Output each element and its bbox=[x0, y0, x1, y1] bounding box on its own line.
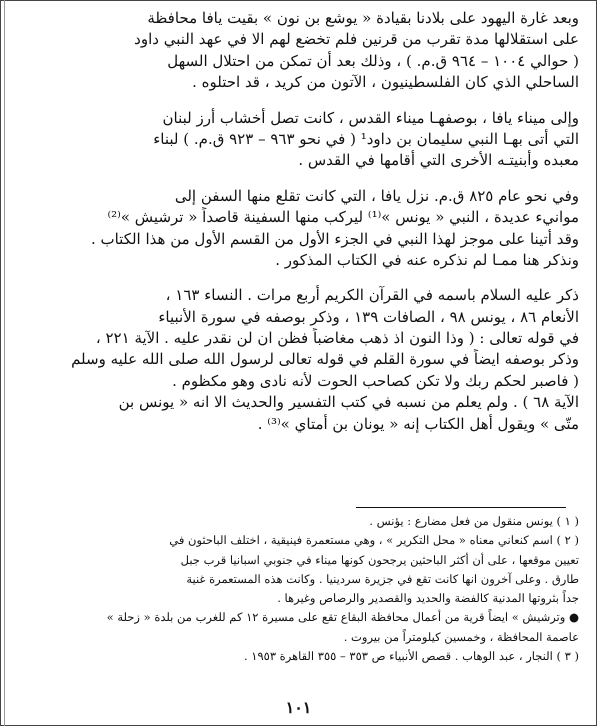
text-line: الساحلي الذي كان الفلسطينيون ، الآتون من كريد ، قد احتلوه . bbox=[192, 73, 579, 92]
text-line: معبده وأبنيتـه الأخرى التي أقامها في القدس . bbox=[298, 151, 579, 170]
text-line: وذكر بوصفه ايضاً في سورة القلم في قوله تعالى لرسول الله صلى الله عليه وسلم bbox=[71, 350, 579, 369]
text-line: على استقلالها مدة تقرب من قرنين فلم تخضع لهم الا في عهد النبي داود bbox=[134, 30, 579, 49]
text-line: ( حوالي ١٠٠٤ – ٩٦٤ ق.م. ) ، وذلك بعد أن تمكن من احتلال السهل bbox=[167, 51, 579, 70]
footnote-line: ( ٢ ) اسم كنعاني معناه « محل التكرير » ، وهي مستعمرة فينيقية ، اختلف الباحثون في bbox=[169, 533, 579, 548]
main-text bbox=[33, 8, 579, 435]
text-line: وفي نحو عام ٨٢٥ ق.م. نزل يافا ، التي كانت تقلع منها السفن إلى bbox=[174, 186, 579, 205]
text-line: وقد أتينا على موجز لهذا النبي في الجزء الأول من القسم الأول من هذا الكتاب . bbox=[90, 229, 579, 248]
text-line: التي أتى بهـا النبي سليمان بن داود¹ ( في نحو ٩٦٣ – ٩٢٣ ق.م. ) لبناء bbox=[153, 129, 579, 148]
text-line: في قوله تعالى : ( وذا النون اذ ذهب مغاضباً فظن ان لن نقدر عليه . الآية ٢٢١ ، bbox=[95, 329, 579, 348]
footnotes bbox=[33, 512, 579, 666]
footnote-line: تعيين موقعها ، على أن أكثر الباحثين يرجحون كونها ميناء في جنوبي اسبانيا قرب جبل bbox=[180, 552, 579, 567]
paragraph-3 bbox=[33, 186, 579, 272]
text-line: موانيء عديدة ، النبي « يونس »⁽¹⁾ ليركب منها السفينة قاصداً « ترشيش »⁽²⁾ bbox=[107, 208, 579, 227]
page-number: ١٠١ bbox=[285, 698, 312, 717]
paragraph-1 bbox=[33, 8, 579, 94]
text-line: ( فاصبر لحكم ربك ولا تكن كصاحب الحوت لأنه نادى وهو مكظوم . bbox=[172, 371, 579, 390]
page-edge-line bbox=[4, 0, 5, 726]
text-line: ونذكر هنا ممـا لم نذكره عنه في الكتاب المذكور . bbox=[275, 250, 579, 269]
text-line: وبعد غارة اليهود على بلادنا بقيادة « يوشع بن نون » بقيت يافا محافظة bbox=[147, 9, 579, 27]
footnote-line: ● وترشيش » ايضاً قرية من أعمال محافظة البقاع تقع على مسيرة ١٢ كم للغرب من بلدة « زحلة » bbox=[106, 610, 579, 625]
footnote-divider bbox=[356, 507, 566, 508]
paragraph-2 bbox=[33, 108, 579, 172]
footnote-line: جداً بثروتها المدنية كالفضة والحديد والقصدير والرصاص وغيرها . bbox=[277, 591, 579, 606]
text-line: متّى » ويقول أهل الكتاب إنه « يونان بن أمتاي »⁽³⁾ . bbox=[257, 414, 579, 433]
text-line: الآية ٦٨ ) . ولم يعلم من نسبه في كتب التفسير والحديث الا انه « يونس بن bbox=[118, 393, 579, 412]
footnote-line: ( ٣ ) النجار ، عبد الوهاب . قصص الأنبياء ص ٣٥٣ – ٣٥٥ القاهرة ١٩٥٣ . bbox=[243, 649, 579, 664]
text-line: وإلى ميناء يافا ، بوصفهـا ميناء القدس ، كانت تصل أخشاب أرز لبنان bbox=[162, 108, 579, 127]
text-line: ذكر عليه السلام باسمه في القرآن الكريم أربع مرات . النساء ١٦٣ ، bbox=[165, 286, 579, 305]
text-line: الأنعام ٨٦ ، يونس ٩٨ ، الصافات ١٣٩ ، وذكر بوصفه في سورة الأنبياء bbox=[158, 307, 579, 326]
footnote-line: طارق . وعلى آخرون انها كانت تقع في جزيرة سردينيا . وكانت هذه المستعمرة غنية bbox=[186, 571, 579, 586]
footnote-line: ( ١ ) يونس منقول من فعل مضارع : يؤنس . bbox=[369, 514, 579, 528]
footnote-line: عاصمة المحافظة ، وخمسين كيلومتراً من بيروت . bbox=[343, 629, 579, 644]
paragraph-4 bbox=[33, 285, 579, 435]
